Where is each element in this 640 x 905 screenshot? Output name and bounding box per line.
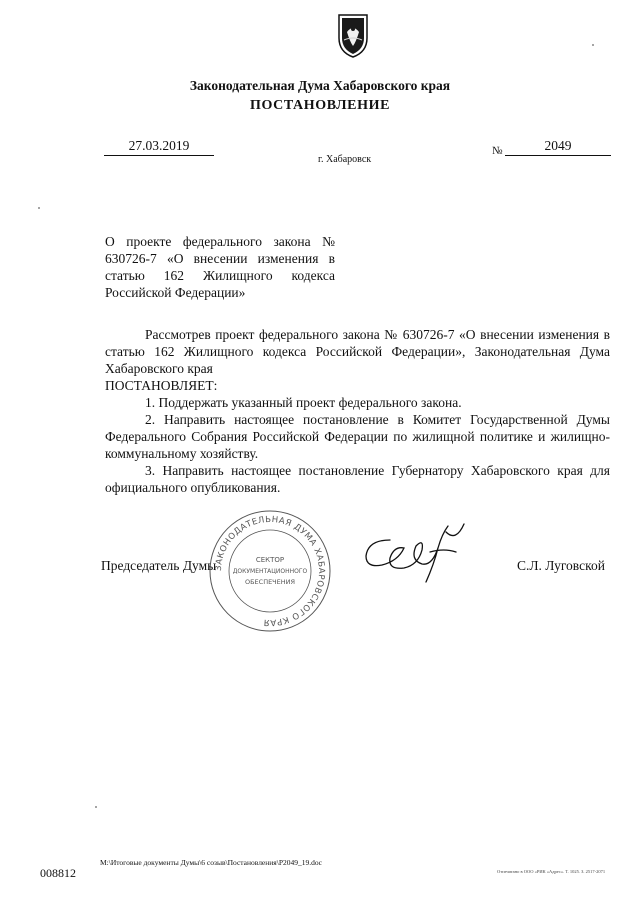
document-type-title: ПОСТАНОВЛЕНИЕ [249,98,391,113]
coat-of-arms-emblem [336,12,370,58]
signatory-position: Председатель Думы [101,558,217,573]
number-sign: № [492,145,503,157]
stamp-outer-text: ЗАКОНОДАТЕЛЬНАЯ ДУМА ХАБАРОВСКОГО КРАЯ [213,514,327,628]
stamp-line-2: ДОКУМЕНТАЦИОННОГО [232,568,308,575]
document-date: 27.03.2019 [104,138,214,156]
scan-speck [95,806,97,808]
resolution-item-3: 3. Направить настоящее постановление Губернатору Хабаровского края для официального опубликования. [105,463,610,495]
document-body [105,326,610,496]
scan-speck [592,44,594,46]
registration-number: 008812 [40,866,76,880]
document-subject: О проекте федерального закона № 630726-7 «О внесении изменения в статью 162 Жилищного кодекса Российской Федерации» [105,234,335,300]
resolution-item-2: 2. Направить настоящее постановление в Комитет Государственной Думы Федерального Собрания Российской Федерации по жилищной политике и жилищно-коммунальному хозяйству. [105,412,610,461]
file-path: M:\Итоговые документы Думы\6 созыв\Постановления\P2049_19.doc [100,858,322,867]
resolution-item-1: 1. Поддержать указанный проект федерального закона. [145,395,462,410]
document-number: 2049 [505,138,611,156]
resolution-heading: ПОСТАНОВЛЯЕТ: [105,378,218,393]
preamble-paragraph: Рассмотрев проект федерального закона № 630726-7 «О внесении изменения в статью 162 Жилищного кодекса Российской Федерации», Законодательная Дума Хабаровского края [105,327,610,376]
print-note: Отпечатано в ООО «РИК «Адрес». Т. 1025. З. 2517-2071 [497,869,606,874]
organization-name: Законодательная Дума Хабаровского края [189,78,451,93]
stamp-line-1: СЕКТОР [255,556,285,564]
official-stamp [207,508,333,634]
handwritten-signature [360,518,472,586]
stamp-line-3: ОБЕСПЕЧЕНИЯ [244,578,296,586]
document-city: г. Хабаровск [318,154,372,165]
signatory-name: С.Л. Луговской [517,558,605,573]
scan-speck [38,207,40,209]
